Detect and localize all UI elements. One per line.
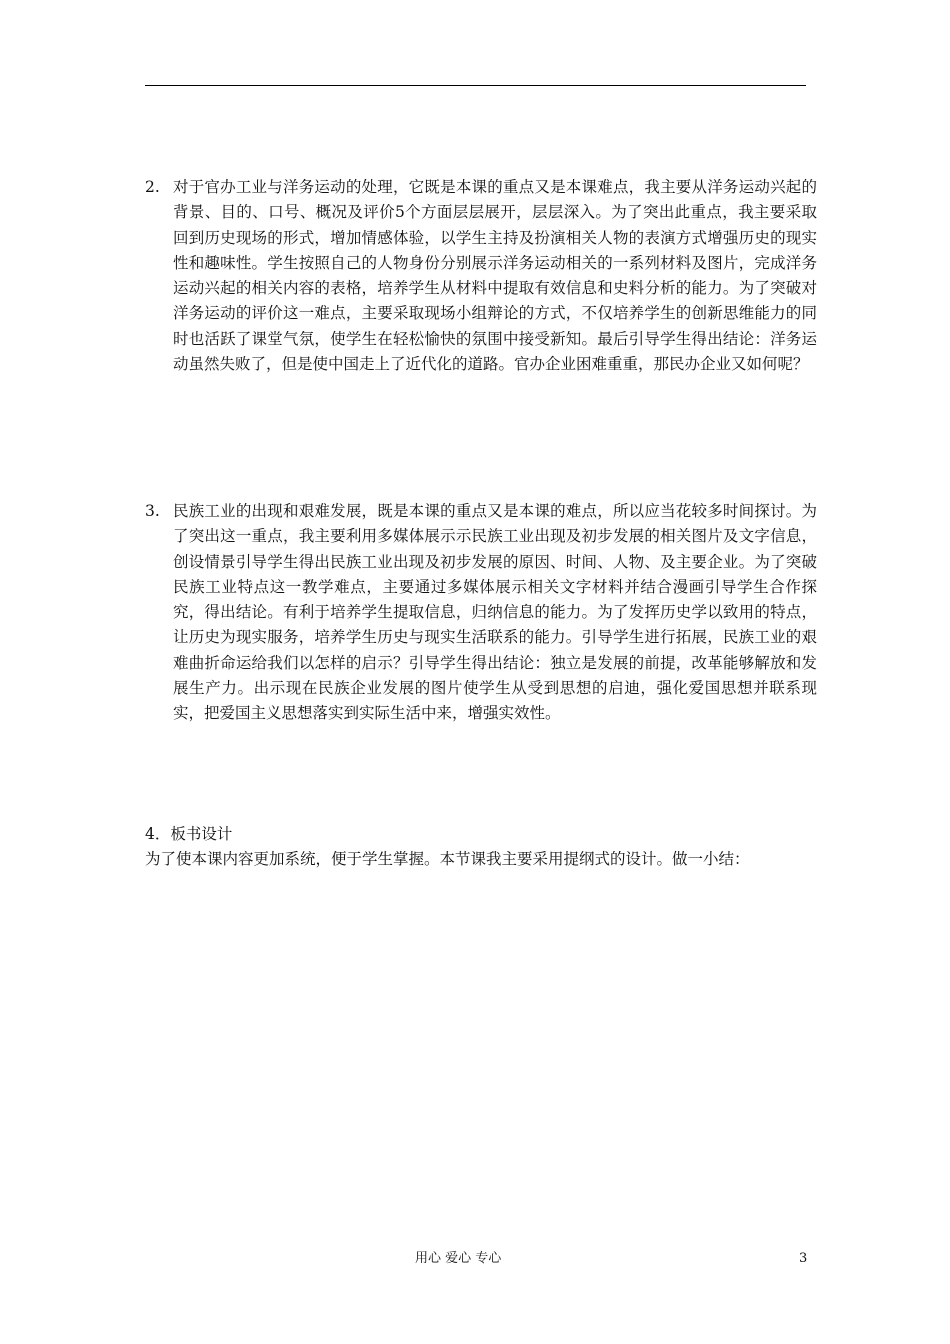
section-board-design <box>145 822 817 873</box>
list-item <box>145 499 817 727</box>
section-heading: 4．板书设计 <box>145 825 233 843</box>
footer-text: 用心 爱心 专心 <box>415 1251 502 1266</box>
item-text: 对于官办工业与洋务运动的处理，它既是本课的重点又是本课难点，我主要从洋务运动兴起的背景、目的、口号、概况及评价5个方面层层展开，层层深入。为了突出此重点，我主要采取回到历史现场的形式，增加情感体验，以学生主持及扮演相关人物的表演方式增强历史的现实性和趣味性。学生按照自己的人物身份分别展示洋务运动相关的一系列材料及图片，完成洋务运动兴起的相关内容的表格，培养学生从材料中提取有效信息和史料分析的能力。为了突破对洋务运动的评价这一难点，主要采取现场小组辩论的方式，不仅培养学生的创新思维能力的同时也活跃了课堂气氛，使学生在轻松愉快的氛围中接受新知。最后引导学生得出结论：洋务运动虽然失败了，但是使中国走上了近代化的道路。官办企业困难重重，那民办企业又如何呢？ <box>173 178 817 374</box>
item-number: 2. <box>145 178 160 196</box>
item-text: 民族工业的出现和艰难发展，既是本课的重点又是本课的难点，所以应当花较多时间探讨。为了突出这一重点，我主要利用多媒体展示示民族工业出现及初步发展的相关图片及文字信息，创设情景引导学生得出民族工业出现及初步发展的原因、时间、人物、及主要企业。为了突破民族工业特点这一教学难点，主要通过多媒体展示相关文字材料并结合漫画引导学生合作探究，得出结论。有利于培养学生提取信息，归纳信息的能力。为了发挥历史学以致用的特点，让历史为现实服务，培养学生历史与现实生活联系的能力。引导学生进行拓展，民族工业的艰难曲折命运给我们以怎样的启示？引导学生得出结论：独立是发展的前提，改革能够解放和发展生产力。出示现在民族企业发展的图片使学生从受到思想的启迪，强化爱国思想并联系现实，把爱国主义思想落实到实际生活中来，增强实效性。 <box>173 502 817 723</box>
list-item <box>145 175 817 377</box>
section-text: 为了使本课内容更加系统，便于学生掌握。本节课我主要采用提纲式的设计。做一小结： <box>145 850 750 869</box>
page-number: 3 <box>799 1251 808 1266</box>
item-number: 3. <box>145 502 160 520</box>
header-rule <box>145 85 806 86</box>
